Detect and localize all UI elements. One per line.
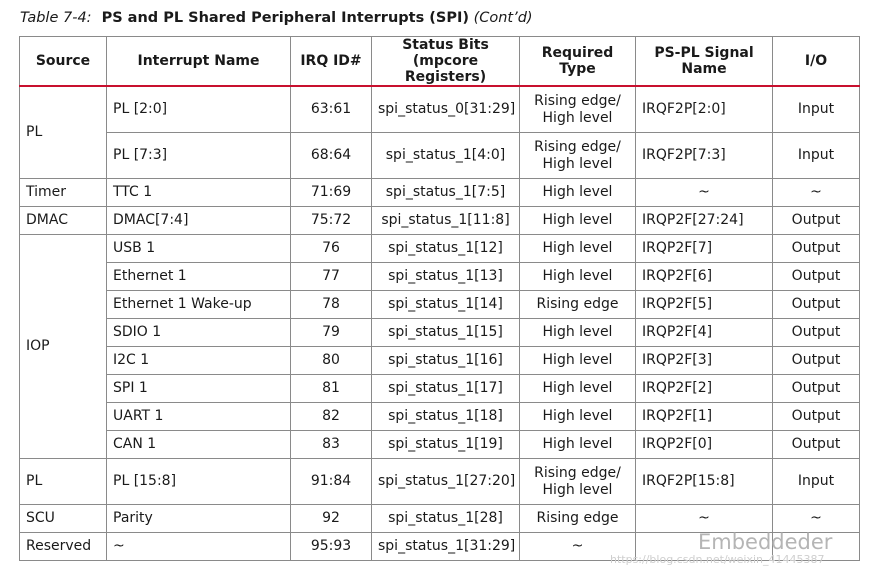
- interrupt-name-cell: SPI 1: [107, 375, 291, 403]
- source-cell: Timer: [20, 179, 107, 207]
- required-type-line: High level: [542, 109, 613, 126]
- watermark: [698, 530, 832, 554]
- io-cell: Output: [773, 431, 860, 459]
- signal-name-cell: ~: [636, 505, 773, 533]
- required-type-cell: [520, 133, 636, 179]
- io-cell: Output: [773, 291, 860, 319]
- io-cell: ~: [773, 505, 860, 533]
- irq-id-cell: 92: [291, 505, 372, 533]
- io-cell: Output: [773, 375, 860, 403]
- status-bits-cell: spi_status_0[31:29]: [372, 86, 520, 133]
- io-cell: Input: [773, 133, 860, 179]
- required-type-line: High level: [542, 155, 613, 172]
- status-bits-cell: spi_status_1[17]: [372, 375, 520, 403]
- required-type-cell: High level: [520, 375, 636, 403]
- required-type-cell: High level: [520, 235, 636, 263]
- signal-name-cell: IRQF2P[7:3]: [636, 133, 773, 179]
- required-type-cell: Rising edge: [520, 505, 636, 533]
- required-type-cell: High level: [520, 179, 636, 207]
- status-bits-cell: spi_status_1[27:20]: [372, 459, 520, 505]
- interrupt-name-cell: TTC 1: [107, 179, 291, 207]
- irq-id-cell: 63:61: [291, 86, 372, 133]
- interrupt-name-cell: PL [2:0]: [107, 86, 291, 133]
- required-type-cell: ~: [520, 533, 636, 561]
- header-row: [20, 37, 860, 87]
- table-row: [20, 207, 860, 235]
- required-type-line: Rising edge/: [534, 138, 621, 155]
- table-body: [20, 86, 860, 561]
- irq-id-cell: 80: [291, 347, 372, 375]
- source-cell: IOP: [20, 235, 107, 459]
- required-type-cell: High level: [520, 319, 636, 347]
- signal-name-cell: IRQP2F[4]: [636, 319, 773, 347]
- table-row: [20, 505, 860, 533]
- status-bits-cell: spi_status_1[16]: [372, 347, 520, 375]
- irq-id-cell: 78: [291, 291, 372, 319]
- interrupt-name-cell: Ethernet 1 Wake-up: [107, 291, 291, 319]
- interrupt-name-cell: SDIO 1: [107, 319, 291, 347]
- table-row: [20, 133, 860, 179]
- col-header-io: I/O: [773, 37, 860, 87]
- irq-id-cell: 79: [291, 319, 372, 347]
- io-cell: Output: [773, 207, 860, 235]
- source-cell: PL: [20, 86, 107, 179]
- table-caption: [20, 10, 533, 26]
- interrupt-name-cell: Parity: [107, 505, 291, 533]
- status-bits-cell: spi_status_1[13]: [372, 263, 520, 291]
- required-type-cell: High level: [520, 207, 636, 235]
- table-row: [20, 319, 860, 347]
- interrupt-name-cell: PL [15:8]: [107, 459, 291, 505]
- status-bits-cell: spi_status_1[11:8]: [372, 207, 520, 235]
- source-cell: SCU: [20, 505, 107, 533]
- irq-id-cell: 82: [291, 403, 372, 431]
- interrupt-name-cell: I2C 1: [107, 347, 291, 375]
- source-cell: DMAC: [20, 207, 107, 235]
- table-row: [20, 235, 860, 263]
- io-cell: Output: [773, 347, 860, 375]
- status-bits-cell: spi_status_1[4:0]: [372, 133, 520, 179]
- signal-name-cell: IRQF2P[2:0]: [636, 86, 773, 133]
- col-header-status-bits: [372, 37, 520, 87]
- irq-id-cell: 77: [291, 263, 372, 291]
- signal-name-cell: IRQP2F[2]: [636, 375, 773, 403]
- required-type-cell: High level: [520, 347, 636, 375]
- required-type-line: Rising edge/: [534, 92, 621, 109]
- spi-table: [19, 36, 860, 561]
- table-row: [20, 291, 860, 319]
- signal-name-cell: ~: [636, 179, 773, 207]
- signal-name-cell: IRQP2F[5]: [636, 291, 773, 319]
- required-type-cell: [520, 459, 636, 505]
- interrupt-name-cell: UART 1: [107, 403, 291, 431]
- watermark-text: Embeddeder: [698, 530, 833, 554]
- required-type-cell: [520, 86, 636, 133]
- status-bits-cell: spi_status_1[19]: [372, 431, 520, 459]
- table-number: Table 7-4:: [20, 10, 92, 26]
- interrupt-name-cell: PL [7:3]: [107, 133, 291, 179]
- signal-name-cell: IRQP2F[1]: [636, 403, 773, 431]
- interrupt-name-cell: ~: [107, 533, 291, 561]
- status-bits-cell: spi_status_1[12]: [372, 235, 520, 263]
- table-continued-label: (Cont’d): [473, 10, 533, 26]
- source-cell: PL: [20, 459, 107, 505]
- status-bits-cell: spi_status_1[7:5]: [372, 179, 520, 207]
- required-type-cell: High level: [520, 431, 636, 459]
- required-type-cell: High level: [520, 403, 636, 431]
- table-row: [20, 431, 860, 459]
- watermark-url: https://blog.csdn.net/weixin_41445387: [610, 553, 825, 566]
- col-header-required-type: Required Type: [520, 37, 636, 87]
- required-type-cell: Rising edge: [520, 291, 636, 319]
- irq-id-cell: 75:72: [291, 207, 372, 235]
- interrupt-name-cell: CAN 1: [107, 431, 291, 459]
- table-row: [20, 86, 860, 133]
- table-row: [20, 403, 860, 431]
- status-bits-cell: spi_status_1[15]: [372, 319, 520, 347]
- required-type-line: High level: [542, 481, 613, 498]
- signal-name-cell: IRQP2F[3]: [636, 347, 773, 375]
- signal-name-cell: IRQP2F[6]: [636, 263, 773, 291]
- table-row: [20, 263, 860, 291]
- signal-name-cell: IRQP2F[7]: [636, 235, 773, 263]
- required-type-line: Rising edge/: [534, 464, 621, 481]
- status-bits-cell: spi_status_1[28]: [372, 505, 520, 533]
- irq-id-cell: 81: [291, 375, 372, 403]
- io-cell: ~: [773, 179, 860, 207]
- col-header-irq-id: IRQ ID#: [291, 37, 372, 87]
- irq-id-cell: 71:69: [291, 179, 372, 207]
- irq-id-cell: 83: [291, 431, 372, 459]
- col-header-source: Source: [20, 37, 107, 87]
- source-cell: Reserved: [20, 533, 107, 561]
- status-bits-cell: spi_status_1[18]: [372, 403, 520, 431]
- required-type-cell: High level: [520, 263, 636, 291]
- interrupt-name-cell: DMAC[7:4]: [107, 207, 291, 235]
- table-row: [20, 179, 860, 207]
- io-cell: Output: [773, 263, 860, 291]
- status-bits-line1: Status Bits: [402, 37, 489, 53]
- status-bits-cell: spi_status_1[31:29]: [372, 533, 520, 561]
- table-row: [20, 459, 860, 505]
- irq-id-cell: 91:84: [291, 459, 372, 505]
- irq-id-cell: 95:93: [291, 533, 372, 561]
- status-bits-cell: spi_status_1[14]: [372, 291, 520, 319]
- io-cell: Input: [773, 86, 860, 133]
- irq-id-cell: 76: [291, 235, 372, 263]
- io-cell: Output: [773, 319, 860, 347]
- io-cell: Input: [773, 459, 860, 505]
- table-title: PS and PL Shared Peripheral Interrupts (SPI): [101, 10, 469, 26]
- irq-id-cell: 68:64: [291, 133, 372, 179]
- col-header-signal-name: PS-PL Signal Name: [636, 37, 773, 87]
- signal-name-cell: IRQP2F[0]: [636, 431, 773, 459]
- table-row: [20, 347, 860, 375]
- table-row: [20, 375, 860, 403]
- col-header-interrupt-name: Interrupt Name: [107, 37, 291, 87]
- signal-name-cell: IRQP2F[27:24]: [636, 207, 773, 235]
- status-bits-line2: (mpcore Registers): [404, 53, 487, 85]
- signal-name-cell: IRQF2P[15:8]: [636, 459, 773, 505]
- io-cell: Output: [773, 403, 860, 431]
- interrupt-name-cell: USB 1: [107, 235, 291, 263]
- io-cell: Output: [773, 235, 860, 263]
- interrupt-name-cell: Ethernet 1: [107, 263, 291, 291]
